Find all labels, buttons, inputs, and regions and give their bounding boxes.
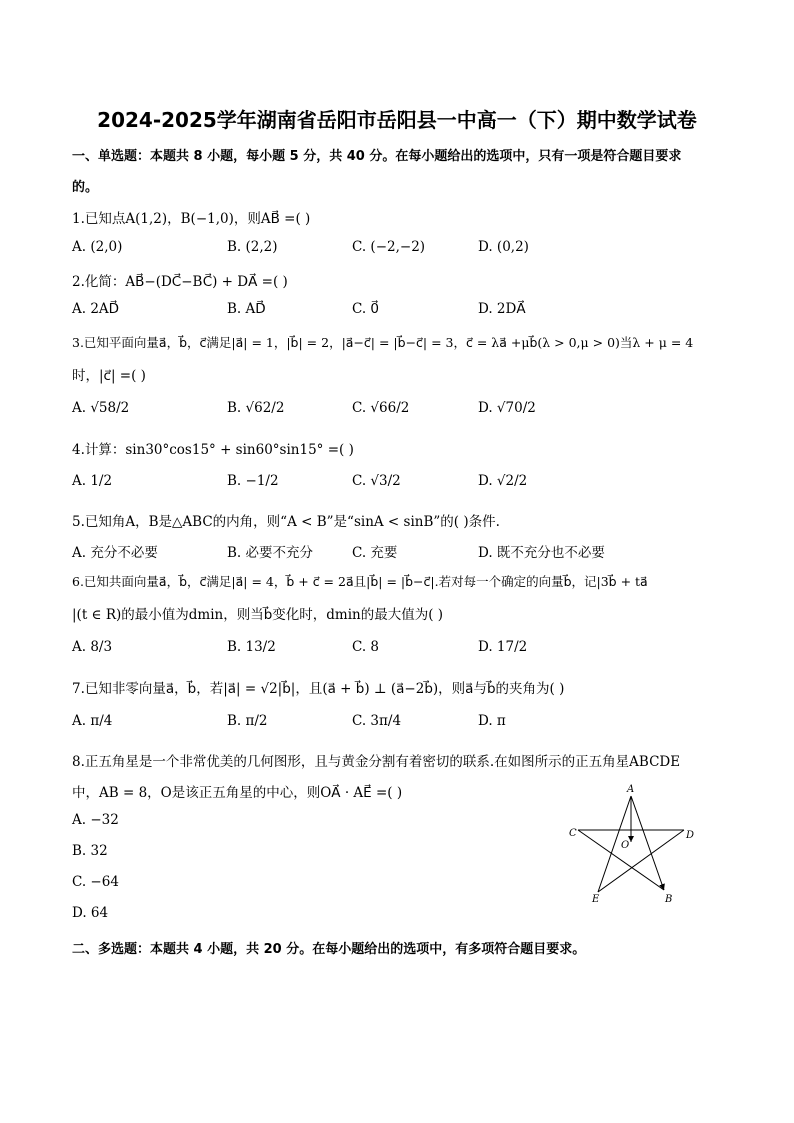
q1-option-a: A. (2,0) [72, 239, 123, 255]
section-2-heading: 二、多选题：本题共 4 小题，共 20 分。在每小题给出的选项中，有多项符合题目要求。 [72, 942, 586, 957]
q2-option-b: B. AD⃗ [227, 301, 266, 317]
question-1: 1.已知点A(1,2)，B(−1,0)，则AB⃗ =( ) [72, 211, 311, 227]
q7-option-b: B. π/2 [227, 713, 268, 729]
q8-option-a: A. −32 [72, 812, 119, 828]
question-6-cont: |(t ∈ R)的最小值为dmin，则当b⃗变化时，dmin的最大值为( ) [72, 607, 444, 623]
q3-option-d: D. √70/2 [478, 400, 536, 416]
question-2: 2.化简：AB⃗−(DC⃗−BC⃗) + DA⃗ =( ) [72, 274, 288, 290]
question-8: 8.正五角星是一个非常优美的几何图形，且与黄金分割有着密切的联系.在如图所示的正五角星ABCDE [72, 754, 681, 770]
pentagram-figure [560, 780, 700, 910]
label-c: C [569, 828, 577, 839]
section-1-heading: 一、单选题：本题共 8 小题，每小题 5 分，共 40 分。在每小题给出的选项中，只有一项是符合题目要求 [72, 149, 682, 164]
q6-option-c: C. 8 [352, 639, 380, 655]
question-3: 3.已知平面向量a⃗，b⃗，c⃗满足|a⃗| = 1，|b⃗| = 2，|a⃗−c⃗| = |b⃗−c⃗| = 3，c⃗ = λa⃗ +μb⃗(λ > 0,μ > 0)当λ + μ = 4 [72, 335, 694, 350]
q1-option-b: B. (2,2) [227, 239, 278, 255]
question-8-cont: 中，AB = 8，O是该正五角星的中心，则OA⃗ · AE⃗ =( ) [72, 785, 403, 801]
q6-option-a: A. 8/3 [72, 639, 113, 655]
q3-option-a: A. √58/2 [72, 400, 130, 416]
q4-option-b: B. −1/2 [227, 473, 279, 489]
q2-option-d: D. 2DA⃗ [478, 301, 526, 317]
label-d: D [686, 830, 695, 841]
label-b: B [665, 894, 673, 905]
q7-option-c: C. 3π/4 [352, 713, 402, 729]
star-edge-de [598, 830, 684, 892]
question-4: 4.计算：sin30°cos15° + sin60°sin15° =( ) [72, 442, 354, 458]
q8-option-b: B. 32 [72, 843, 108, 859]
star-edge-ab [631, 796, 664, 890]
question-6: 6.已知共面向量a⃗，b⃗，c⃗满足|a⃗| = 4，b⃗ + c⃗ = 2a⃗且|b⃗| = |b⃗−c⃗|.若对每一个确定的向量b⃗，记|3b⃗ + ta⃗ [72, 574, 648, 589]
q5-option-c: C. 充要 [352, 545, 398, 561]
q8-option-d: D. 64 [72, 905, 109, 921]
q4-option-c: C. √3/2 [352, 473, 401, 489]
label-o: O [621, 840, 630, 851]
q6-option-d: D. 17/2 [478, 639, 528, 655]
q4-option-a: A. 1/2 [72, 473, 113, 489]
label-e: E [592, 894, 600, 905]
q2-option-a: A. 2AD⃗ [72, 301, 120, 317]
q5-option-a: A. 充分不必要 [72, 545, 158, 561]
section-1-heading-cont: 的。 [72, 180, 99, 195]
q7-option-a: A. π/4 [72, 713, 113, 729]
q7-option-d: D. π [478, 713, 506, 729]
q3-option-c: C. √66/2 [352, 400, 410, 416]
q3-option-b: B. √62/2 [227, 400, 285, 416]
q1-option-d: D. (0,2) [478, 239, 529, 255]
question-7: 7.已知非零向量a⃗，b⃗，若|a⃗| = √2|b⃗|，且(a⃗ + b⃗) ⊥ (a⃗−2b⃗)，则a⃗与b⃗的夹角为( ) [72, 681, 565, 697]
label-a: A [627, 784, 635, 795]
question-3-cont: 时，|c⃗| =( ) [72, 368, 146, 384]
q8-option-c: C. −64 [72, 874, 119, 890]
page-title: 2024-2025学年湖南省岳阳市岳阳县一中高一（下）期中数学试卷 [97, 108, 697, 132]
q6-option-b: B. 13/2 [227, 639, 276, 655]
q1-option-c: C. (−2,−2) [352, 239, 426, 255]
star-edge-cb [578, 830, 664, 890]
q4-option-d: D. √2/2 [478, 473, 528, 489]
q2-option-c: C. 0⃗ [352, 301, 380, 317]
q5-option-b: B. 必要不充分 [227, 545, 314, 561]
question-5: 5.已知角A，B是△ABC的内角，则“A < B”是“sinA < sinB”的( )条件. [72, 514, 500, 530]
q5-option-d: D. 既不充分也不必要 [478, 545, 605, 561]
